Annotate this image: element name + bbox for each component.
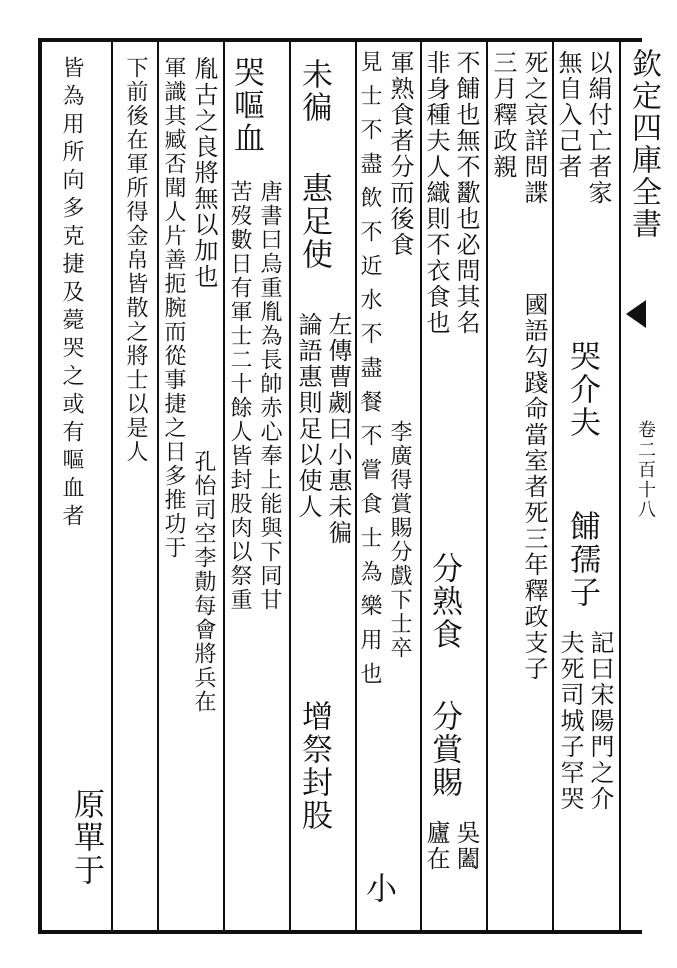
heading-hui-zushi: 惠足使 bbox=[296, 172, 332, 271]
heading-wei-bian: 未徧 bbox=[296, 58, 332, 124]
text-column-3a: 國語勾踐命當室者死三年釋政支子 bbox=[520, 292, 548, 682]
text-column-5c: 見士不盡飲不近水不盡餐不嘗食士為樂用也 bbox=[357, 50, 382, 696]
text-column-2a: 死之哀詳問諜 bbox=[520, 50, 548, 206]
heading-yuan-chanyu: 原單于 bbox=[68, 788, 104, 887]
text-column-3c: 夫死司城子罕哭 bbox=[556, 630, 584, 812]
text-column-4d: 廬在 bbox=[422, 820, 450, 872]
text-column-5b: 李廣得賞賜分戲下士卒 bbox=[387, 420, 412, 660]
heading-bu-ruzi: 餔孺子 bbox=[564, 510, 600, 609]
text-column-1a: 以絹付亡者家 bbox=[584, 50, 612, 206]
text-column-6b: 論語惠則足以使人 bbox=[294, 312, 322, 520]
text-column-8a: 胤古之良將無以加也 bbox=[190, 56, 218, 290]
text-column-2b: 三月釋政親 bbox=[489, 50, 517, 180]
heading-xiao: 小 bbox=[360, 872, 396, 905]
text-column-4c: 吳闔 bbox=[452, 820, 480, 872]
heading-ku-ouxue: 哭嘔血 bbox=[228, 56, 264, 155]
heading-zengji-fengu: 增祭封股 bbox=[296, 700, 332, 832]
book-title: 欽定四庫全書 bbox=[626, 48, 661, 240]
text-column-8b: 孔怡司空李勣每會將兵在 bbox=[191, 450, 216, 714]
text-column-5a: 軍熟食者分而後食 bbox=[386, 50, 414, 258]
text-column-9b: 皆為用所向多克捷及薨哭之或有嘔血者 bbox=[59, 56, 84, 532]
text-column-4b: 非身種夫人織則不衣食也 bbox=[422, 50, 450, 336]
text-column-3b: 記曰宋陽門之介 bbox=[586, 630, 614, 812]
heading-ku-jie-fu: 哭介夫 bbox=[564, 340, 600, 439]
heading-fen-shangci: 分賞賜 bbox=[426, 700, 462, 799]
text-column-4a: 不餔也無不歠也必問其名 bbox=[452, 50, 480, 336]
text-column-6a: 左傳曹劌曰小惠未徧 bbox=[324, 312, 352, 546]
text-column-8c: 軍識其臧否聞人片善扼腕而從事捷之日多推功于 bbox=[161, 56, 186, 560]
fishtail-mark bbox=[626, 300, 646, 328]
text-column-1b: 無自入己者 bbox=[554, 50, 582, 180]
text-column-9a: 下前後在軍所得金帛皆散之將士以是人 bbox=[123, 56, 148, 464]
folio-number: 卷二百十八 bbox=[635, 420, 656, 520]
text-column-7a: 唐書曰烏重胤為長帥赤心奉上能與下同甘 bbox=[257, 180, 282, 612]
text-column-7b: 苦歿數日有軍士二十餘人皆封股肉以祭重 bbox=[227, 180, 252, 612]
heading-fen-shushi: 分熟食 bbox=[426, 552, 462, 651]
